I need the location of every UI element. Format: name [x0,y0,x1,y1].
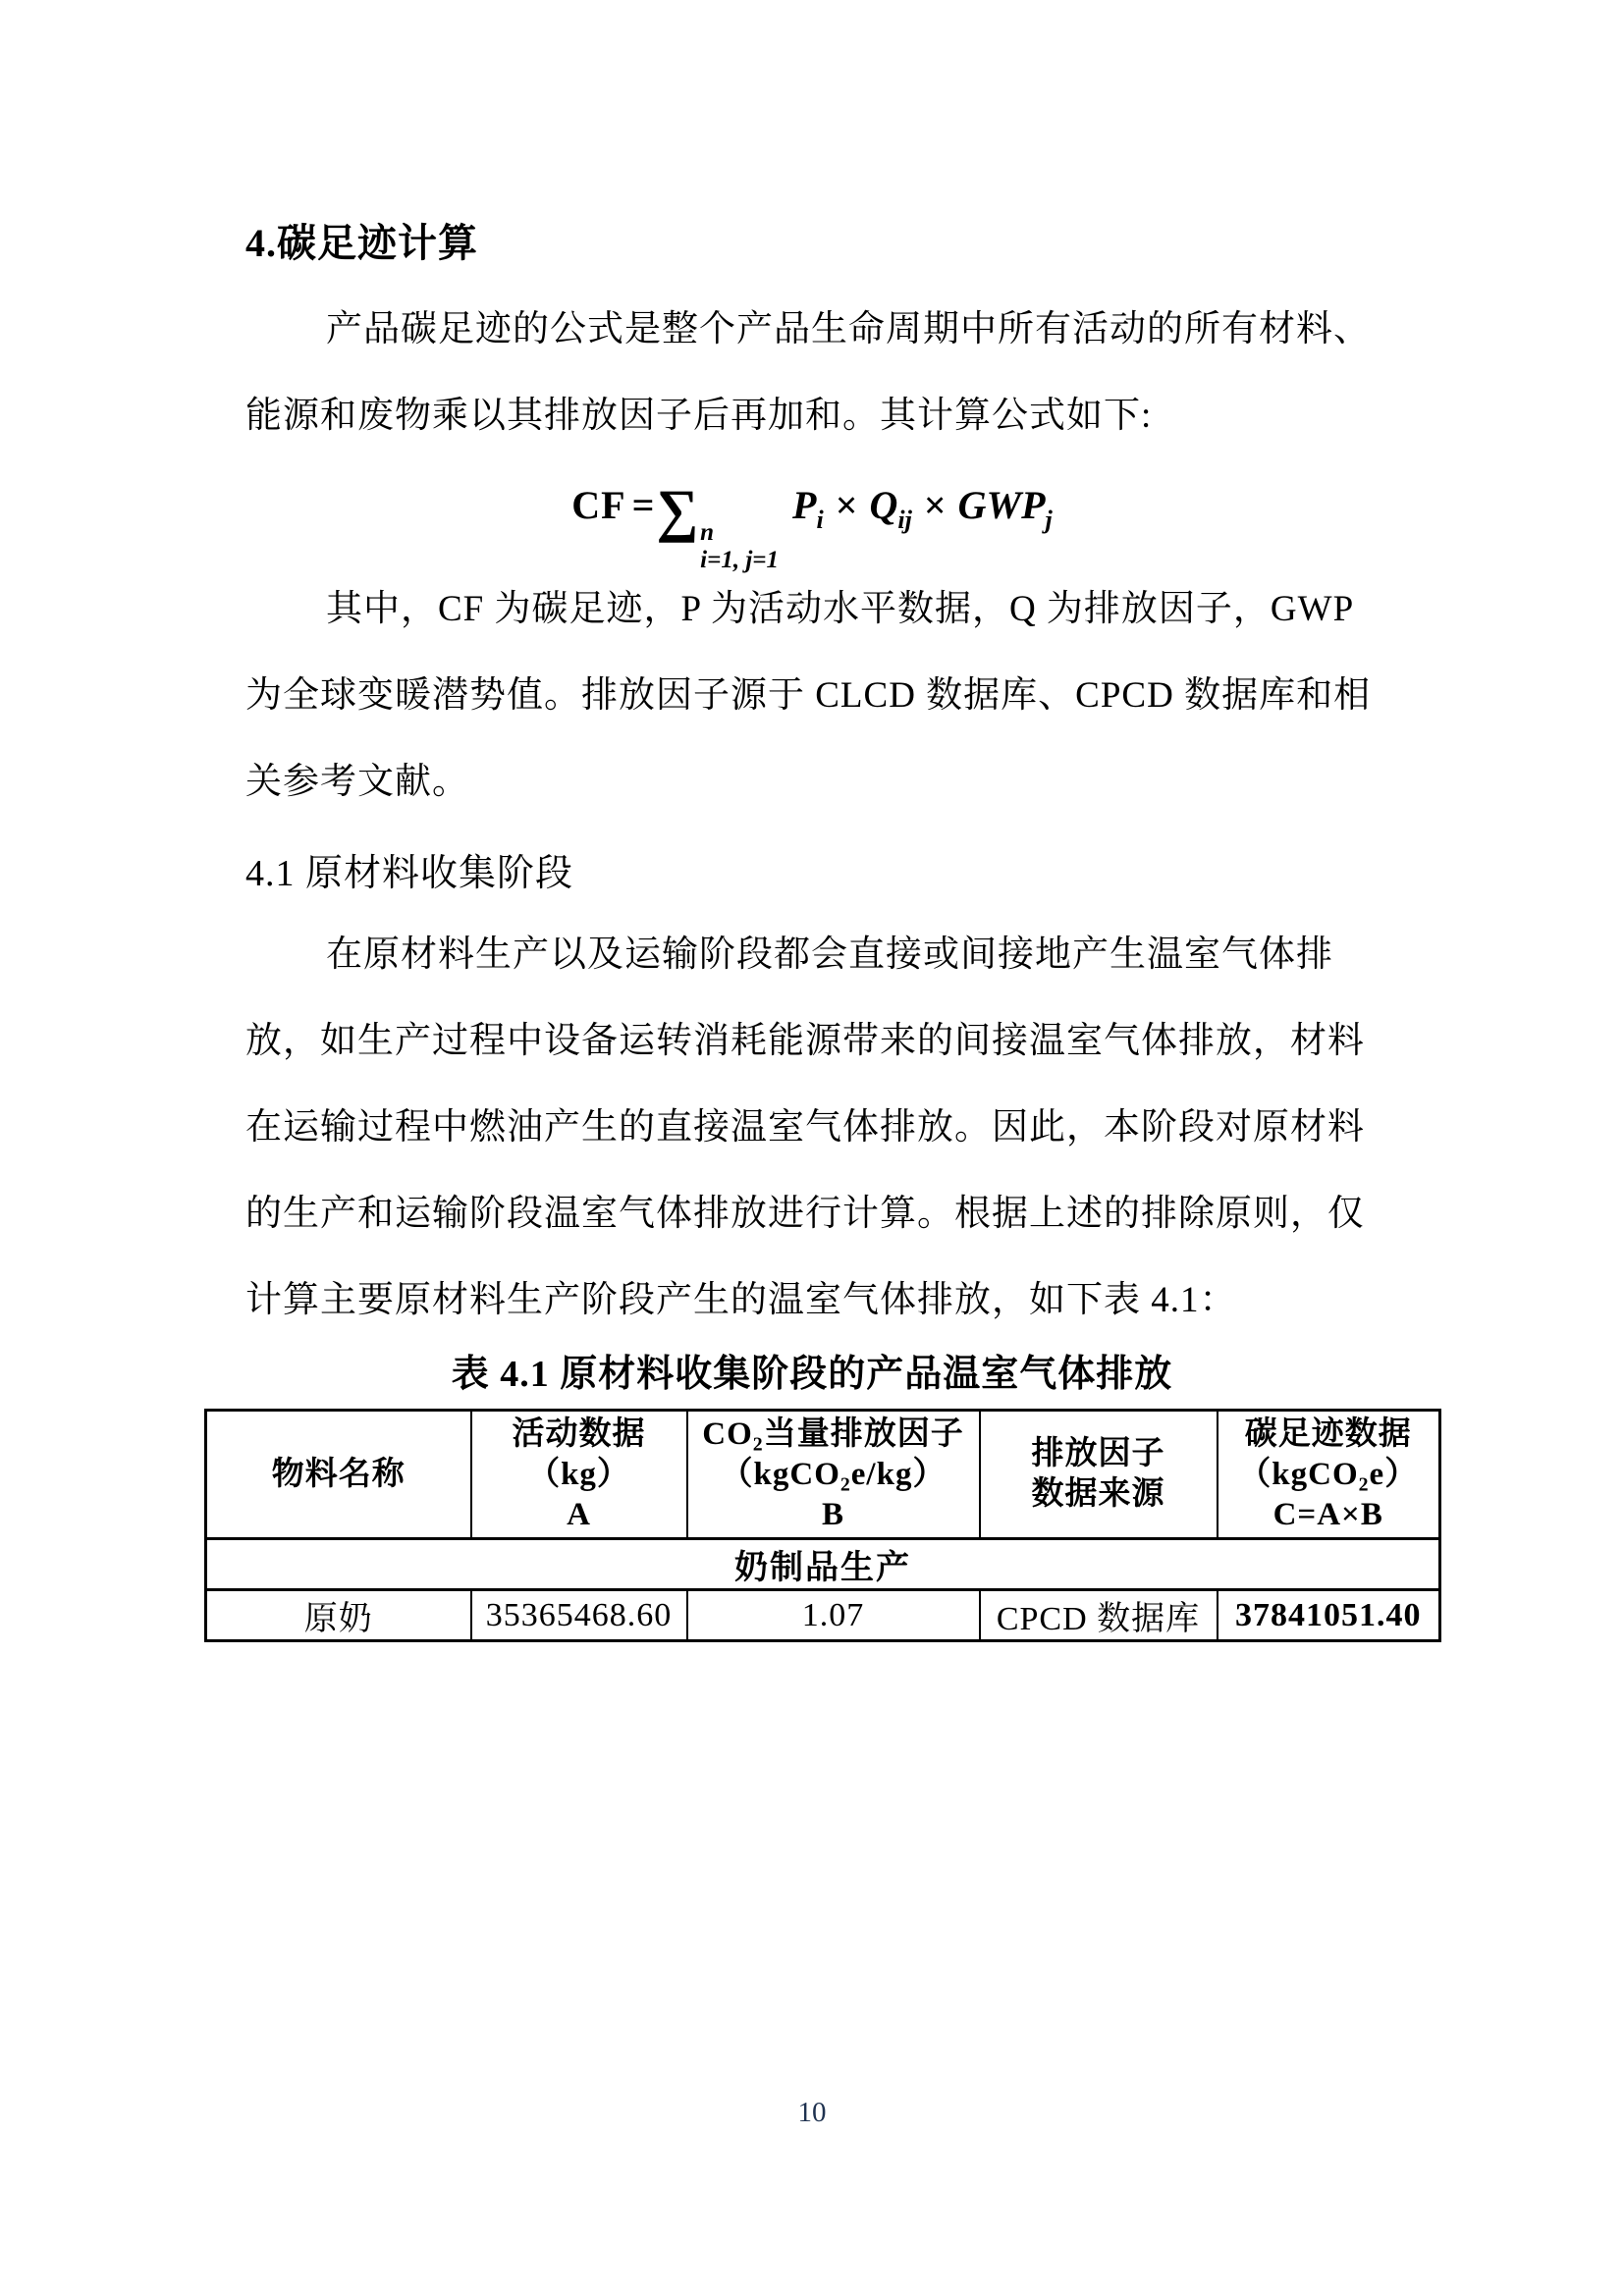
formula-term-p: P [792,483,817,527]
header-activity-line-2: （kg） [527,1456,630,1492]
table-header-row [206,1411,1440,1539]
header-factor-line-2: （kgCO₂e/kg） [720,1456,947,1492]
header-factor-line-1: CO₂当量排放因子 [702,1415,964,1452]
formula-sub-i: i [816,506,824,534]
paragraph-1-line-1: 产品碳足迹的公式是整个产品生命周期中所有活动的所有材料、 [326,309,1371,349]
formula-equals: = [631,483,655,527]
paragraph-3-line-5: 计算主要原材料生产阶段产生的温室气体排放，如下表 4.1： [245,1280,1237,1320]
header-footprint-line-1: 碳足迹数据 [1244,1415,1412,1452]
cell-carbon-footprint: 37841051.40 [1218,1590,1440,1641]
formula-upper-limit: n [700,519,715,546]
formula-term-gwp: GWP [957,483,1046,527]
header-material-line: 物料名称 [271,1456,406,1492]
formula-sub-ij: ij [897,506,912,534]
section-title: 4.碳足迹计算 [245,221,478,265]
paragraph-2-line-2: 为全球变暖潜势值。排放因子源于 CLCD 数据库、CPCD 数据库和相 [245,675,1372,716]
header-footprint-line-3: C=A×B [1272,1496,1383,1532]
header-cell-emission-factor [687,1411,980,1539]
subsection-title: 4.1 原材料收集阶段 [245,853,574,894]
carbon-footprint-formula [0,477,1624,573]
page-number: 10 [797,2097,827,2128]
header-source-line-1: 排放因子 [1031,1436,1165,1471]
header-cell-material [206,1411,471,1539]
header-source-line-2: 数据来源 [1031,1476,1165,1512]
header-cell-activity-data [471,1411,687,1539]
table-caption: 表 4.1 原材料收集阶段的产品温室气体排放 [451,1354,1173,1395]
cell-data-source: CPCD 数据库 [980,1590,1218,1641]
formula-times-1: × [835,483,858,527]
cell-material: 原奶 [206,1590,471,1641]
table-group-row [206,1539,1440,1590]
formula-lower-limit: i=1, j=1 [700,546,780,573]
table-data-row [206,1590,1440,1641]
cell-activity-data: 35365468.60 [471,1590,687,1641]
group-row-cell: 奶制品生产 [206,1539,1440,1590]
formula-sigma-limits [700,519,779,573]
formula-sub-j: j [1045,506,1053,534]
paragraph-3-line-2: 放，如生产过程中设备运转消耗能源带来的间接温室气体排放，材料 [245,1021,1365,1061]
header-factor-line-3: B [821,1496,844,1532]
header-footprint-line-2: （kgCO₂e） [1238,1456,1419,1492]
paragraph-2-line-1: 其中，CF 为碳足迹，P 为活动水平数据，Q 为排放因子，GWP [326,589,1355,629]
header-cell-carbon-footprint [1218,1411,1440,1539]
header-cell-data-source [980,1411,1218,1539]
header-activity-line-3: A [567,1496,591,1532]
paragraph-3-line-1: 在原材料生产以及运输阶段都会直接或间接地产生温室气体排 [326,934,1333,975]
formula-sigma: ∑ [656,478,699,543]
emissions-table [204,1409,1441,1642]
paragraph-3-line-3: 在运输过程中燃油产生的直接温室气体排放。因此，本阶段对原材料 [245,1107,1365,1148]
formula-term-q: Q [869,483,898,527]
formula-cf: CF [571,483,626,527]
header-activity-line-1: 活动数据 [512,1415,646,1452]
cell-emission-factor: 1.07 [687,1590,980,1641]
paragraph-1-line-2: 能源和废物乘以其排放因子后再加和。其计算公式如下: [245,396,1153,436]
formula-times-2: × [923,483,947,527]
paragraph-3-line-4: 的生产和运输阶段温室气体排放进行计算。根据上述的排除原则，仅 [245,1194,1365,1234]
paragraph-2-line-3: 关参考文献。 [245,762,469,802]
